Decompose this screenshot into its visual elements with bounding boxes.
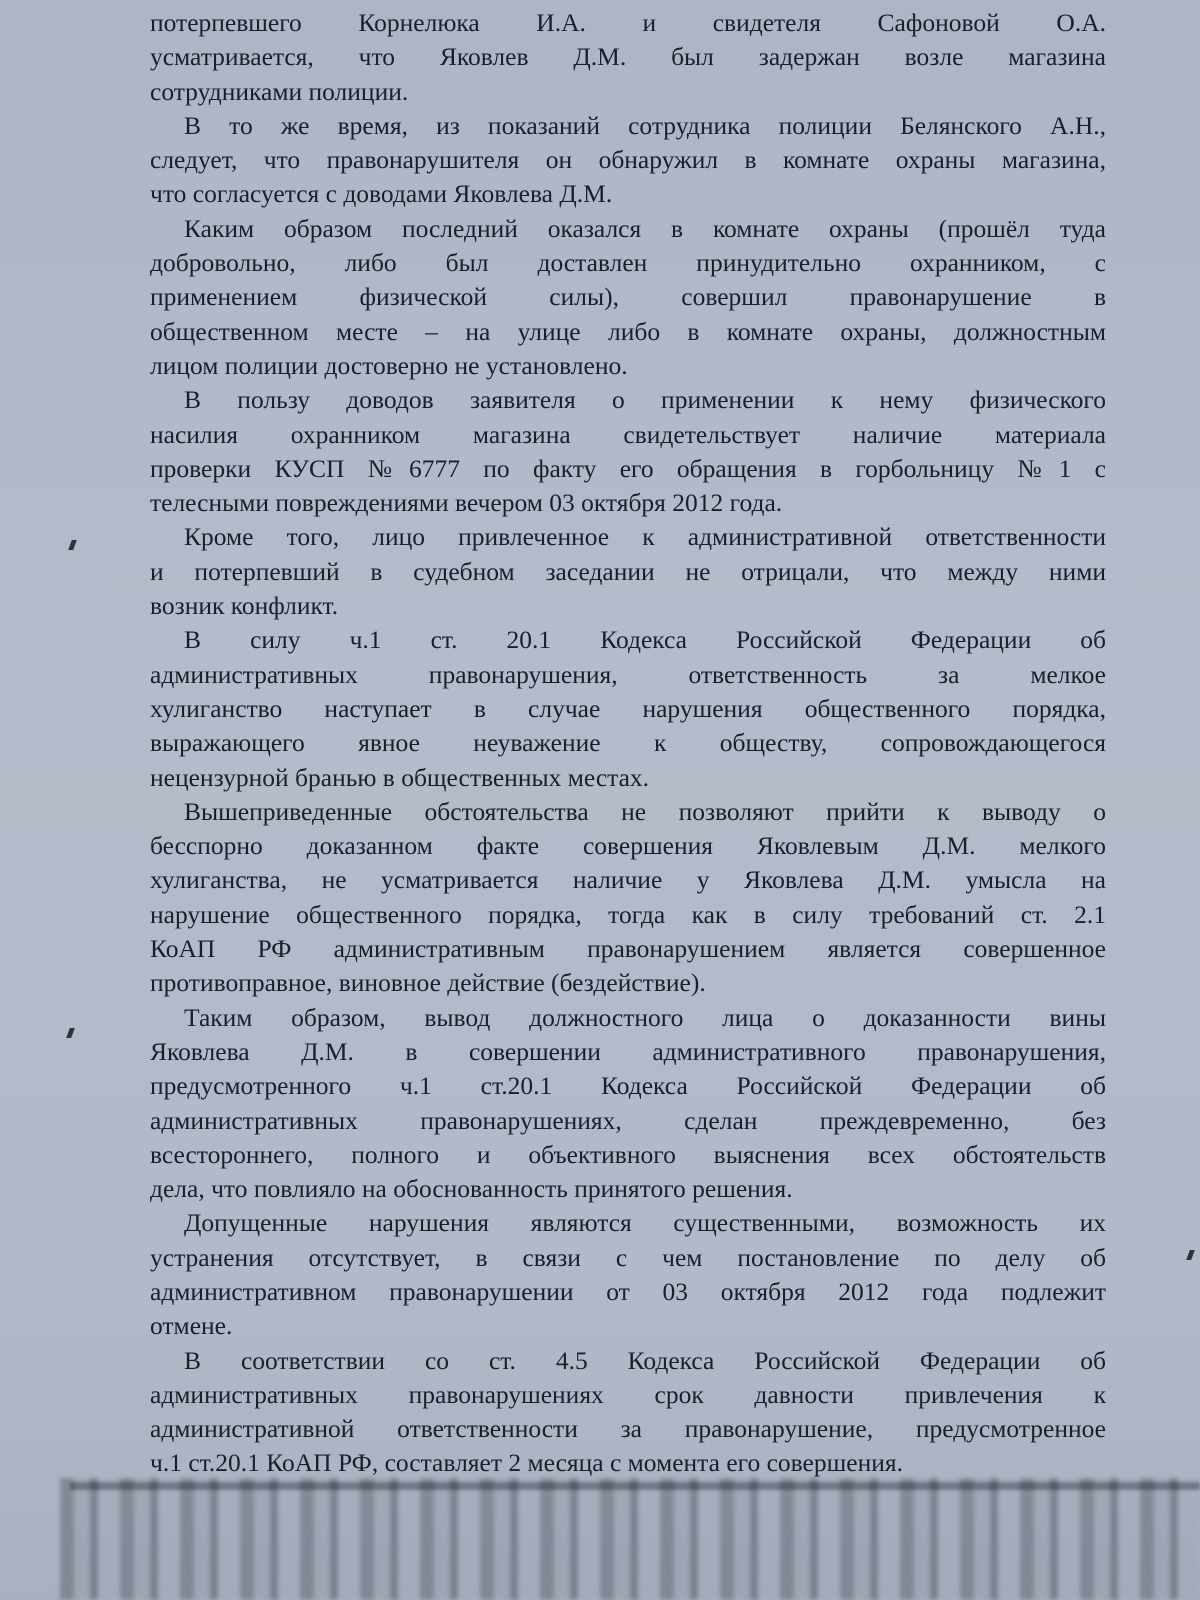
text-line: Кроме того, лицо привлеченное к административной ответственности [184, 522, 1106, 552]
text-line: Яковлева Д.М. в совершении административного правонарушения, [150, 1036, 1106, 1066]
paragraph [150, 623, 1106, 794]
text-line: и потерпевший в судебном заседании не отрицали, что между ними [150, 556, 1106, 586]
text-line: противоправное, виновное действие (бездействие). [150, 968, 706, 998]
paragraph [150, 6, 1106, 109]
text-line: В силу ч.1 ст. 20.1 Кодекса Российской Федерации об [184, 625, 1106, 655]
paragraph [150, 1344, 1106, 1481]
text-line: В то же время, из показаний сотрудника полиции Белянского А.Н., [184, 110, 1106, 140]
text-line: усматривается, что Яковлев Д.М. был задержан возле магазина [150, 42, 1106, 72]
text-line: административных правонарушениях, сделан преждевременно, без [150, 1105, 1106, 1135]
margin-mark [68, 540, 77, 550]
text-line: потерпевшего Корнелюка И.А. и свидетеля Сафоновой О.А. [150, 8, 1106, 37]
text-line: В соответствии со ст. 4.5 Кодекса Российской Федерации об [184, 1345, 1106, 1375]
text-line: следует, что правонарушителя он обнаружил в комнате охраны магазина, [150, 145, 1106, 175]
paragraph [150, 383, 1106, 520]
text-line: хулиганство наступает в случае нарушения общественного порядка, [150, 693, 1106, 723]
text-line: Таким образом, вывод должностного лица о доказанности вины [184, 1002, 1106, 1032]
paragraph [150, 795, 1106, 1001]
text-line: хулиганства, не усматривается наличие у Яковлева Д.М. умысла на [150, 865, 1106, 895]
margin-mark [1186, 1250, 1195, 1260]
text-line: применением физической силы), совершил правонарушение в [150, 282, 1106, 312]
text-line: бесспорно доказанном факте совершения Яковлевым Д.М. мелкого [150, 831, 1106, 861]
text-line: В пользу доводов заявителя о применении к нему физического [184, 385, 1106, 415]
text-line: устранения отсутствует, в связи с чем постановление по делу об [150, 1242, 1106, 1272]
text-line: выражающего явное неуважение к обществу, сопровождающегося [150, 728, 1106, 758]
text-line: добровольно, либо был доставлен принудительно охранником, с [150, 248, 1106, 278]
text-line: КоАП РФ административным правонарушением является совершенное [150, 934, 1106, 964]
paragraph [150, 1001, 1106, 1207]
text-line: нецензурной бранью в общественных местах. [150, 762, 650, 792]
text-line: Каким образом последний оказался в комнате охраны (прошёл туда [184, 213, 1106, 243]
text-line: предусмотренного ч.1 ст.20.1 Кодекса Российской Федерации об [150, 1071, 1106, 1101]
text-line: возник конфликт. [150, 591, 339, 621]
text-line: отмене. [150, 1311, 233, 1341]
text-line: Вышеприведенные обстоятельства не позволяют прийти к выводу о [184, 796, 1106, 826]
text-line: насилия охранником магазина свидетельствует наличие материала [150, 419, 1106, 449]
paragraph [150, 109, 1106, 212]
text-line: что согласуется с доводами Яковлева Д.М. [150, 179, 613, 209]
text-line: административных правонарушениях срок давности привлечения к [150, 1379, 1106, 1409]
text-line: административных правонарушения, ответственность за мелкое [150, 659, 1106, 689]
paragraph [150, 520, 1106, 623]
text-line: административном правонарушении от 03 октября 2012 года подлежит [150, 1276, 1106, 1306]
text-line: общественном месте – на улице либо в комнате охраны, должностным [150, 316, 1106, 346]
text-line: лицом полиции достоверно не установлено. [150, 350, 628, 380]
text-line: ч.1 ст.20.1 КоАП РФ, составляет 2 месяца с момента его совершения. [150, 1448, 903, 1478]
margin-mark [66, 1028, 75, 1038]
scan-artifact-smudge [60, 1478, 1200, 1600]
text-line: всестороннего, полного и объективного выяснения всех обстоятельств [150, 1139, 1106, 1169]
paragraph [150, 1206, 1106, 1343]
text-line: телесными повреждениями вечером 03 октября 2012 года. [150, 488, 783, 518]
document-body [150, 6, 1106, 1481]
text-line: административной ответственности за правонарушение, предусмотренное [150, 1414, 1106, 1444]
text-line: проверки КУСП №6777 по факту его обращения в горбольницу №1 с [150, 453, 1106, 483]
text-line: дела, что повлияло на обоснованность принятого решения. [150, 1174, 793, 1204]
paragraph [150, 212, 1106, 383]
text-line: Допущенные нарушения являются существенными, возможность их [184, 1208, 1106, 1238]
text-line: нарушение общественного порядка, тогда как в силу требований ст. 2.1 [150, 899, 1106, 929]
text-line: сотрудниками полиции. [150, 76, 409, 106]
